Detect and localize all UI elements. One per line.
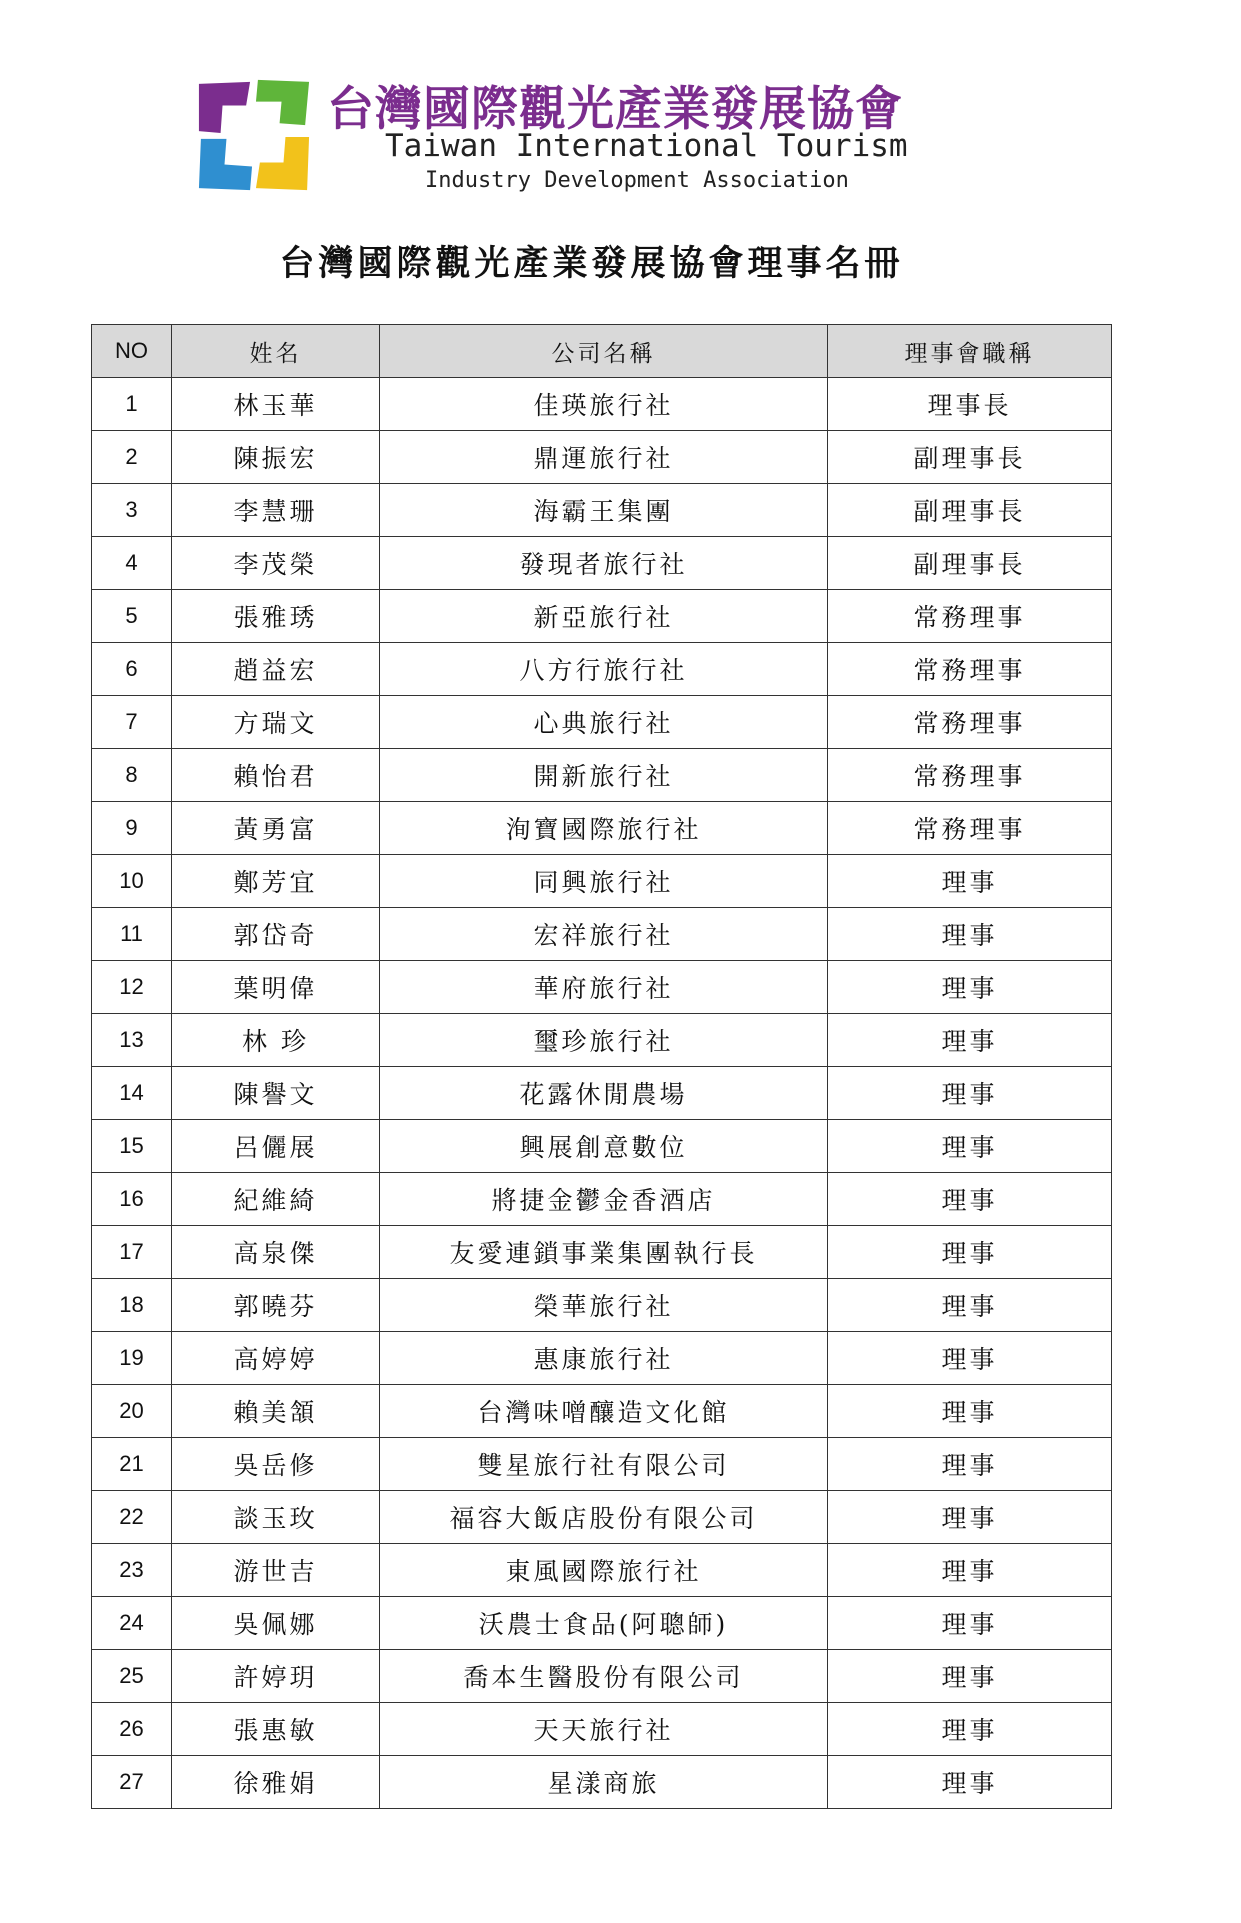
cell-name: 張惠敏 (172, 1703, 380, 1756)
cell-company: 友愛連鎖事業集團執行長 (380, 1226, 828, 1279)
table-row (92, 749, 1112, 802)
cell-company: 花露休閒農場 (380, 1067, 828, 1120)
cell-name: 黃勇富 (172, 802, 380, 855)
cell-title: 常務理事 (828, 590, 1112, 643)
cell-company: 星漾商旅 (380, 1756, 828, 1809)
cell-title: 常務理事 (828, 749, 1112, 802)
table-row (92, 1491, 1112, 1544)
cell-company: 新亞旅行社 (380, 590, 828, 643)
cell-name: 許婷玥 (172, 1650, 380, 1703)
cell-title: 副理事長 (828, 537, 1112, 590)
cell-name: 游世吉 (172, 1544, 380, 1597)
cell-company: 海霸王集團 (380, 484, 828, 537)
cell-name: 郭岱奇 (172, 908, 380, 961)
column-header-company: 公司名稱 (380, 325, 828, 378)
table-row (92, 378, 1112, 431)
cell-title: 副理事長 (828, 484, 1112, 537)
cell-name: 呂儷展 (172, 1120, 380, 1173)
cell-no: 27 (92, 1756, 172, 1809)
cell-title: 理事 (828, 1544, 1112, 1597)
cell-title: 副理事長 (828, 431, 1112, 484)
table-row (92, 1703, 1112, 1756)
table-row (92, 1438, 1112, 1491)
table-row (92, 802, 1112, 855)
cell-no: 2 (92, 431, 172, 484)
table-row (92, 908, 1112, 961)
cell-no: 23 (92, 1544, 172, 1597)
cell-company: 台灣味噌釀造文化館 (380, 1385, 828, 1438)
cell-company: 洵寶國際旅行社 (380, 802, 828, 855)
cell-no: 14 (92, 1067, 172, 1120)
cell-no: 25 (92, 1650, 172, 1703)
cell-no: 19 (92, 1332, 172, 1385)
cell-no: 6 (92, 643, 172, 696)
cell-no: 3 (92, 484, 172, 537)
cell-name: 李茂榮 (172, 537, 380, 590)
letterhead (195, 72, 955, 202)
cell-company: 興展創意數位 (380, 1120, 828, 1173)
cell-title: 理事 (828, 855, 1112, 908)
cell-no: 24 (92, 1597, 172, 1650)
cell-title: 理事 (828, 1756, 1112, 1809)
cell-name: 方瑞文 (172, 696, 380, 749)
cell-company: 華府旅行社 (380, 961, 828, 1014)
cell-company: 同興旅行社 (380, 855, 828, 908)
cell-name: 林玉華 (172, 378, 380, 431)
cell-no: 5 (92, 590, 172, 643)
cell-title: 理事 (828, 1491, 1112, 1544)
cell-title: 理事 (828, 908, 1112, 961)
cell-name: 葉明偉 (172, 961, 380, 1014)
cell-company: 雙星旅行社有限公司 (380, 1438, 828, 1491)
cell-name: 陳譽文 (172, 1067, 380, 1120)
cell-no: 8 (92, 749, 172, 802)
cell-name: 陳振宏 (172, 431, 380, 484)
table-row (92, 961, 1112, 1014)
cell-title: 常務理事 (828, 696, 1112, 749)
cell-name: 郭曉芬 (172, 1279, 380, 1332)
table-row (92, 1173, 1112, 1226)
cell-title: 理事 (828, 961, 1112, 1014)
table-row (92, 643, 1112, 696)
table-body (92, 378, 1112, 1809)
table-row (92, 1279, 1112, 1332)
cell-name: 張雅琇 (172, 590, 380, 643)
cell-title: 理事 (828, 1173, 1112, 1226)
cell-title: 理事 (828, 1226, 1112, 1279)
table-row (92, 537, 1112, 590)
cell-no: 15 (92, 1120, 172, 1173)
cell-no: 26 (92, 1703, 172, 1756)
cell-company: 天天旅行社 (380, 1703, 828, 1756)
table-row (92, 1385, 1112, 1438)
cell-no: 11 (92, 908, 172, 961)
table-row (92, 1014, 1112, 1067)
table-row (92, 1597, 1112, 1650)
cell-name: 談玉玫 (172, 1491, 380, 1544)
org-name-english-line1: Taiwan International Tourism (385, 128, 908, 164)
cell-company: 發現者旅行社 (380, 537, 828, 590)
cell-company: 佳瑛旅行社 (380, 378, 828, 431)
cell-company: 心典旅行社 (380, 696, 828, 749)
table-row (92, 1120, 1112, 1173)
cell-no: 7 (92, 696, 172, 749)
cell-name: 高婷婷 (172, 1332, 380, 1385)
cell-company: 宏祥旅行社 (380, 908, 828, 961)
cell-name: 林 珍 (172, 1014, 380, 1067)
cell-company: 將捷金鬱金香酒店 (380, 1173, 828, 1226)
cell-company: 沃農士食品(阿聰師) (380, 1597, 828, 1650)
cell-title: 理事 (828, 1385, 1112, 1438)
association-logo-icon (195, 76, 313, 194)
table-row (92, 855, 1112, 908)
table-row (92, 1332, 1112, 1385)
table-row (92, 1544, 1112, 1597)
cell-name: 李慧珊 (172, 484, 380, 537)
cell-company: 榮華旅行社 (380, 1279, 828, 1332)
table-row (92, 1756, 1112, 1809)
cell-title: 理事 (828, 1120, 1112, 1173)
cell-no: 1 (92, 378, 172, 431)
cell-name: 吳佩娜 (172, 1597, 380, 1650)
table-row (92, 590, 1112, 643)
cell-no: 9 (92, 802, 172, 855)
table-row (92, 1067, 1112, 1120)
cell-title: 理事 (828, 1703, 1112, 1756)
cell-name: 賴怡君 (172, 749, 380, 802)
cell-title: 理事 (828, 1332, 1112, 1385)
cell-no: 18 (92, 1279, 172, 1332)
board-roster-table (91, 324, 1112, 1809)
org-name-chinese: 台灣國際觀光產業發展協會 (327, 82, 903, 137)
cell-company: 開新旅行社 (380, 749, 828, 802)
cell-no: 22 (92, 1491, 172, 1544)
cell-company: 璽珍旅行社 (380, 1014, 828, 1067)
table-header-row (92, 325, 1112, 378)
cell-company: 東風國際旅行社 (380, 1544, 828, 1597)
table-row (92, 1650, 1112, 1703)
cell-no: 21 (92, 1438, 172, 1491)
cell-title: 常務理事 (828, 643, 1112, 696)
cell-title: 理事 (828, 1067, 1112, 1120)
cell-name: 徐雅娟 (172, 1756, 380, 1809)
cell-no: 16 (92, 1173, 172, 1226)
cell-name: 賴美頷 (172, 1385, 380, 1438)
cell-title: 理事 (828, 1279, 1112, 1332)
cell-title: 常務理事 (828, 802, 1112, 855)
table-row (92, 431, 1112, 484)
cell-title: 理事 (828, 1597, 1112, 1650)
table-row (92, 696, 1112, 749)
cell-name: 吳岳修 (172, 1438, 380, 1491)
cell-company: 八方行旅行社 (380, 643, 828, 696)
cell-name: 鄭芳宜 (172, 855, 380, 908)
cell-company: 鼎運旅行社 (380, 431, 828, 484)
cell-title: 理事 (828, 1650, 1112, 1703)
cell-title: 理事 (828, 1014, 1112, 1067)
column-header-no: NO (92, 325, 172, 378)
cell-name: 趙益宏 (172, 643, 380, 696)
cell-company: 喬本生醫股份有限公司 (380, 1650, 828, 1703)
cell-no: 17 (92, 1226, 172, 1279)
cell-no: 4 (92, 537, 172, 590)
cell-company: 福容大飯店股份有限公司 (380, 1491, 828, 1544)
table-row (92, 484, 1112, 537)
cell-no: 13 (92, 1014, 172, 1067)
cell-name: 紀維綺 (172, 1173, 380, 1226)
document-title: 台灣國際觀光產業發展協會理事名冊 (279, 243, 904, 284)
cell-company: 惠康旅行社 (380, 1332, 828, 1385)
cell-title: 理事長 (828, 378, 1112, 431)
cell-name: 高泉傑 (172, 1226, 380, 1279)
cell-no: 20 (92, 1385, 172, 1438)
column-header-name: 姓名 (172, 325, 380, 378)
column-header-title: 理事會職稱 (828, 325, 1112, 378)
cell-no: 12 (92, 961, 172, 1014)
org-name-english-line2: Industry Development Association (425, 168, 849, 193)
table-row (92, 1226, 1112, 1279)
cell-title: 理事 (828, 1438, 1112, 1491)
cell-no: 10 (92, 855, 172, 908)
